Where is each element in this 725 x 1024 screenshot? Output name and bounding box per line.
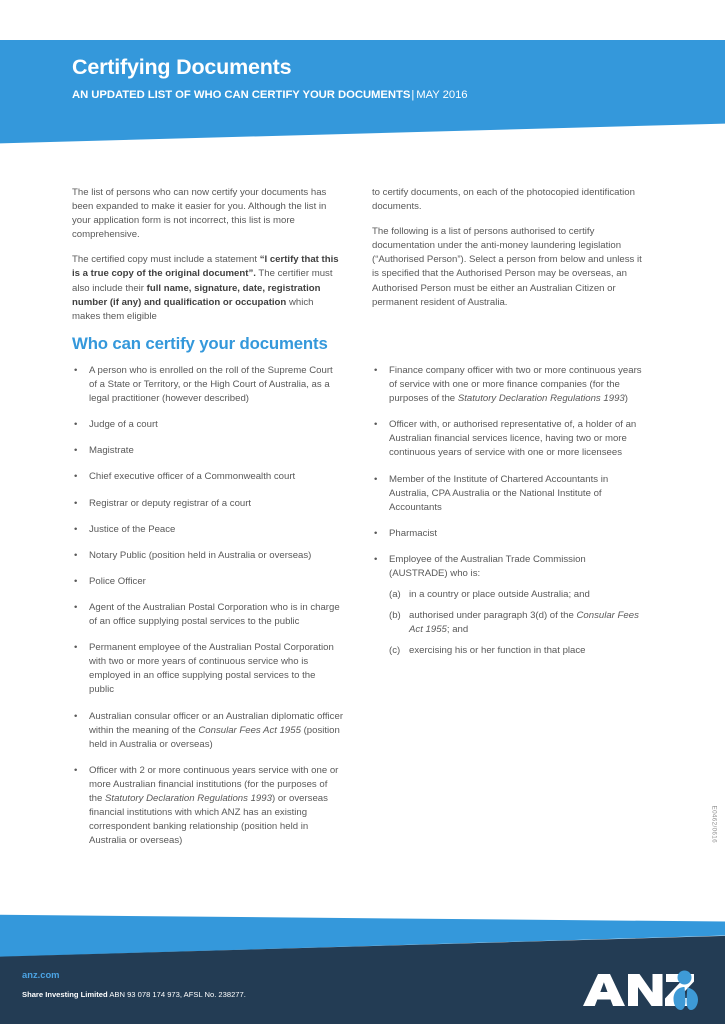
sub-list-item [389, 609, 643, 637]
footer-content [22, 965, 442, 1000]
intro-paragraphs-right [372, 186, 643, 310]
emphasis-bold: full name, signature, date, registration number (if any) and qualification or occupation [72, 282, 321, 308]
list-item [72, 549, 343, 563]
bullet-icon: • [74, 549, 78, 561]
footer-legal-detail: ABN 93 078 174 973, AFSL No. 238277. [107, 990, 246, 999]
list-item [372, 364, 643, 406]
page-title: Certifying Documents [72, 55, 292, 79]
bullet-icon: • [74, 575, 78, 587]
bullet-icon: • [374, 365, 378, 376]
list-item [372, 473, 643, 515]
list-item [72, 601, 343, 629]
text-run: Police Officer [89, 575, 146, 587]
bullet-icon: • [74, 365, 78, 376]
text-run: ) [624, 393, 628, 405]
text-run: Judge of a court [89, 419, 158, 431]
subtitle-main: AN UPDATED LIST OF WHO CAN CERTIFY YOUR DOCUMENTS [72, 88, 411, 101]
bullet-icon: • [74, 601, 78, 613]
certifier-list-right [372, 364, 643, 659]
paragraph [372, 186, 643, 214]
text-run: exercising his or her function in that place [409, 645, 586, 657]
emphasis-italic: Statutory Declaration Regulations 1993 [457, 393, 625, 405]
list-item [72, 523, 343, 537]
text-run: which makes them eligible [72, 296, 314, 322]
text-run: The following is a list of persons authorised to certify documentation under the anti-money laundering legislation (“Authorised Person”). Select a person from below and unless it is specified that the Authorised Person may be overseas, an Authorised Person must be either an Australian Citizen or permanent resident of Australia. [372, 226, 642, 308]
paragraph [372, 225, 643, 310]
text-run: Notary Public (position held in Australia or overseas) [89, 549, 312, 561]
text-run: Permanent employee of the Australian Postal Corporation with two or more years of continuous service who is employed in an office supplying postal services to the public [89, 642, 334, 696]
emphasis-bold: “I certify that this is a true copy of the original document”. [72, 254, 339, 280]
certifier-list-left [72, 364, 343, 848]
list-item [72, 575, 343, 589]
text-run: Pharmacist [389, 527, 437, 539]
section-heading: Who can certify your documents [72, 334, 328, 353]
text-run: Australian consular officer or an Australian diplomatic officer within the meaning of the [89, 710, 344, 736]
list-item [72, 418, 343, 432]
bullet-icon: • [74, 471, 78, 483]
page-subtitle [72, 89, 672, 101]
intro-column-left [72, 186, 343, 324]
emphasis-italic: Consular Fees Act 1955 [198, 724, 301, 736]
paragraph [72, 186, 343, 242]
document-code: E0462/0616 [710, 805, 717, 843]
sub-list [389, 588, 643, 658]
anz-logo [581, 968, 703, 1014]
text-run: Finance company officer with two or more continuous years of service with one or more finance companies (for the purposes of the [389, 365, 642, 405]
text-run: A person who is enrolled on the roll of the Supreme Court of a State or Territory, or the High Court of Australia, as a legal practitioner (however described) [89, 365, 333, 405]
footer-legal-text [22, 990, 442, 1000]
bullet-icon: • [374, 527, 378, 539]
footer-website-link[interactable]: anz.com [22, 969, 60, 980]
text-run: Registrar or deputy registrar of a court [89, 497, 252, 509]
text-run: Officer with 2 or more continuous years service with one or more Australian financial institutions (for the purposes of the [89, 764, 339, 804]
list-item [72, 497, 343, 511]
sub-list-label: (a) [389, 589, 401, 601]
subtitle-separator: | [411, 88, 415, 101]
text-run: Agent of the Australian Postal Corporation who is in charge of an office supplying postal services to the public [89, 601, 340, 628]
text-run: Officer with, or authorised representative of, a holder of an Australian financial services licence, having two or more continuous years of service with one or more licensees [389, 419, 637, 459]
sub-list-label: (b) [389, 610, 401, 622]
bullet-icon: • [74, 523, 78, 535]
text-run: The certifier must also include their [72, 268, 333, 294]
bullet-icon: • [374, 473, 378, 485]
list-item [372, 527, 643, 541]
text-run: ) or overseas financial institutions with which ANZ has an existing correspondent banking relationship (position held in Australia or overseas) [89, 792, 328, 847]
intro-paragraphs-left [72, 186, 343, 324]
text-run: Chief executive officer of a Commonwealth court [89, 471, 296, 483]
header-content [72, 56, 672, 101]
bullet-icon: • [74, 764, 78, 776]
list-item [372, 418, 643, 460]
text-run: in a country or place outside Australia; and [409, 589, 590, 601]
text-run: authorised under paragraph 3(d) of the [409, 610, 577, 622]
anz-logo-svg [581, 968, 703, 1014]
bullet-icon: • [74, 710, 78, 722]
paragraph [72, 253, 343, 323]
sub-list-label: (c) [389, 645, 401, 657]
sub-list-item [389, 644, 643, 658]
list-item [72, 764, 343, 849]
text-run: (position held in Australia or overseas) [89, 724, 340, 750]
bullet-icon: • [74, 642, 78, 654]
list-item [72, 641, 343, 697]
bullet-icon: • [74, 419, 78, 431]
certifier-list-right-column [372, 364, 643, 659]
emphasis-italic: Statutory Declaration Regulations 1993 [105, 792, 272, 804]
text-run: Magistrate [89, 445, 134, 457]
text-run: ; and [446, 624, 469, 636]
sub-list-item [389, 588, 643, 602]
bullet-icon: • [374, 553, 378, 565]
subtitle-date: MAY 2016 [416, 88, 468, 101]
text-run: to certify documents, on each of the photocopied identification documents. [372, 187, 635, 213]
list-item [72, 364, 343, 406]
bullet-icon: • [74, 445, 78, 457]
list-item [72, 444, 343, 458]
text-run: Justice of the Peace [89, 523, 176, 535]
text-run: Employee of the Australian Trade Commission (AUSTRADE) who is: [389, 553, 586, 580]
intro-column-right [372, 186, 643, 310]
list-item [72, 470, 343, 484]
text-run: The certified copy must include a statement [72, 254, 260, 266]
footer-entity-name: Share Investing Limited [22, 990, 108, 999]
emphasis-italic: Consular Fees Act 1955 [409, 610, 639, 636]
text-run: The list of persons who can now certify your documents has been expanded to make it easier for you. Although the list in your application form is not incorrect, this list is more comprehensive. [72, 187, 327, 241]
list-item [72, 710, 343, 752]
list-item [372, 553, 643, 659]
bullet-icon: • [74, 497, 78, 509]
text-run: Member of the Institute of Chartered Accountants in Australia, CPA Australia or the National Institute of Accountants [389, 473, 609, 513]
bullet-icon: • [374, 419, 378, 431]
certifier-list-left-column [72, 364, 343, 848]
